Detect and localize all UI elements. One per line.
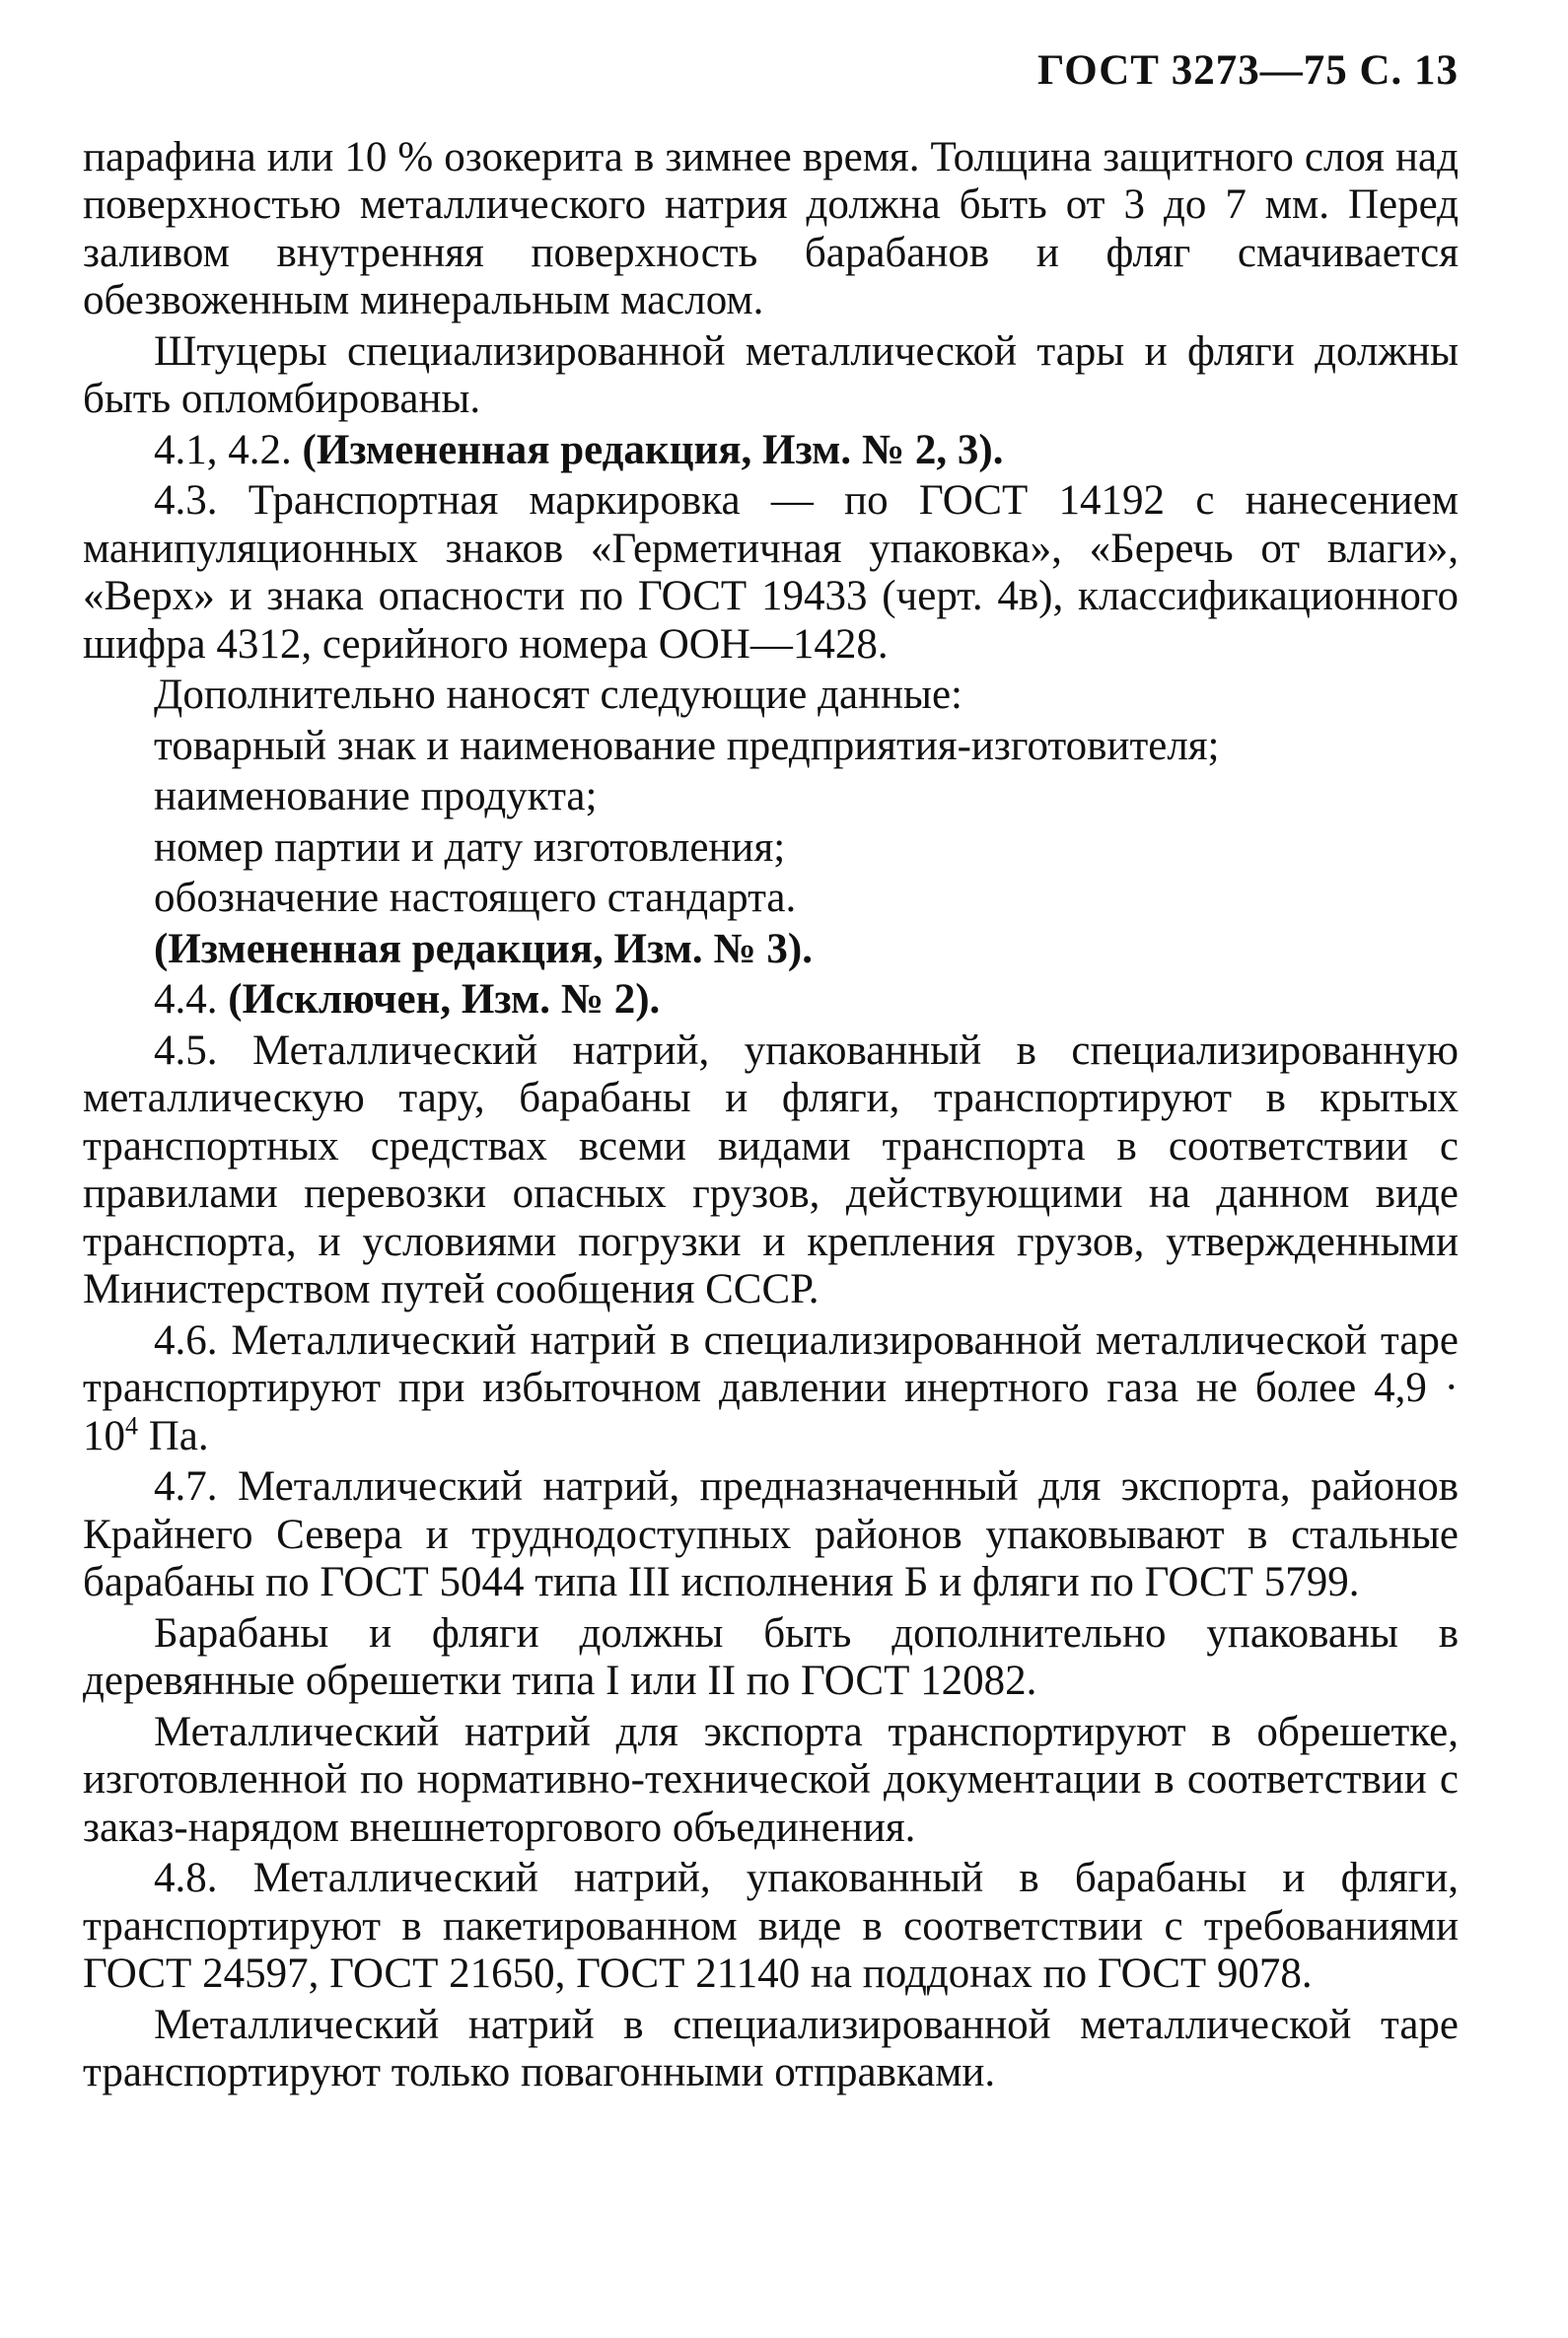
paragraph-4-1-4-2 [83,427,1459,475]
paragraph-4-6 [83,1317,1459,1461]
list-item: номер партии и дату изготовления; [154,823,786,871]
document-page [83,47,1459,2100]
paragraph-4-3: 4.3. Транспортная маркировка — по ГОСТ 14192 с нанесением манипуляционных знаков «Герметичная упаковка», «Беречь от влаги», «Верх» и знака опасности по ГОСТ 19433 (черт. 4в), классификационного шифра 4312, серийного номера ООН—1428. [83,477,1459,668]
paragraph-crates: Барабаны и фляги должны быть дополнительно упакованы в деревянные обрешетки типа I или II по ГОСТ 12082. [83,1609,1459,1704]
clause-number: 4.1, 4.2. [154,426,303,473]
paragraph-4-5: 4.5. Металлический натрий, упакованный в специализированную металлическую тару, барабаны и фляги, транспортируют в крытых транспортных средствах всеми видами транспорта в соответствии с правилами перевозки опасных грузов, действующими на данном виде транспорта, и условиями погрузки и крепления грузов, утвержденными Министерством путей сообщения СССР. [83,1027,1459,1312]
paragraph-4-4 [83,976,1459,1025]
paragraph-wagon-shipments: Металлический натрий в специализированной металлической таре транспортируют только повагонными отправками. [83,2001,1459,2095]
amendment-note: (Измененная редакция, Изм. № 3). [154,925,813,972]
amendment-note: (Измененная редакция, Изм. № 2, 3). [302,426,1004,473]
unit-text: Па. [138,1412,209,1459]
paragraph-4-7: 4.7. Металлический натрий, предназначенный для экспорта, районов Крайнего Севера и труднодоступных районов упаковывают в стальные барабаны по ГОСТ 5044 типа III исполнения Б и фляги по ГОСТ 5799. [83,1463,1459,1605]
paragraph-amendment [83,926,1459,974]
paragraph-4-8: 4.8. Металлический натрий, упакованный в барабаны и фляги, транспортируют в пакетированном виде в соответствии с требованиями ГОСТ 24597, ГОСТ 21650, ГОСТ 21140 на поддонах по ГОСТ 9078. [83,1855,1459,1997]
paragraph-additional-data: Дополнительно наносят следующие данные: [154,672,962,718]
page-header: ГОСТ 3273—75 С. 13 [1036,47,1459,94]
paragraph-export: Металлический натрий для экспорта транспортируют в обрешетке, изготовленной по нормативно-технической документации в соответствии с заказ-нарядом внешнеторгового объединения. [83,1708,1459,1851]
paragraph-fittings: Штуцеры специализированной металлической тары и фляги должны быть опломбированы. [83,327,1459,422]
clause-number: 4.4. [154,976,229,1023]
paragraph-4-6-text: 4.6. Металлический натрий в специализированной металлической таре транспортируют при избыточном давлении инертного газа не более 4,9 · 10 [83,1316,1459,1459]
list-item: наименование продукта; [154,773,598,819]
excluded-note: (Исключен, Изм. № 2). [228,976,661,1023]
list-item: обозначение настоящего стандарта. [154,875,797,921]
paragraph-continuation: парафина или 10 % озокерита в зимнее время. Толщина защитного слоя над поверхностью металлического натрия должна быть от 3 до 7 мм. Перед заливом внутренняя поверхность барабанов и фляг смачивается обезвоженным минеральным маслом. [83,133,1459,323]
list-item: товарный знак и наименование предприятия-изготовителя; [154,722,1220,769]
exponent: 4 [125,1411,138,1441]
